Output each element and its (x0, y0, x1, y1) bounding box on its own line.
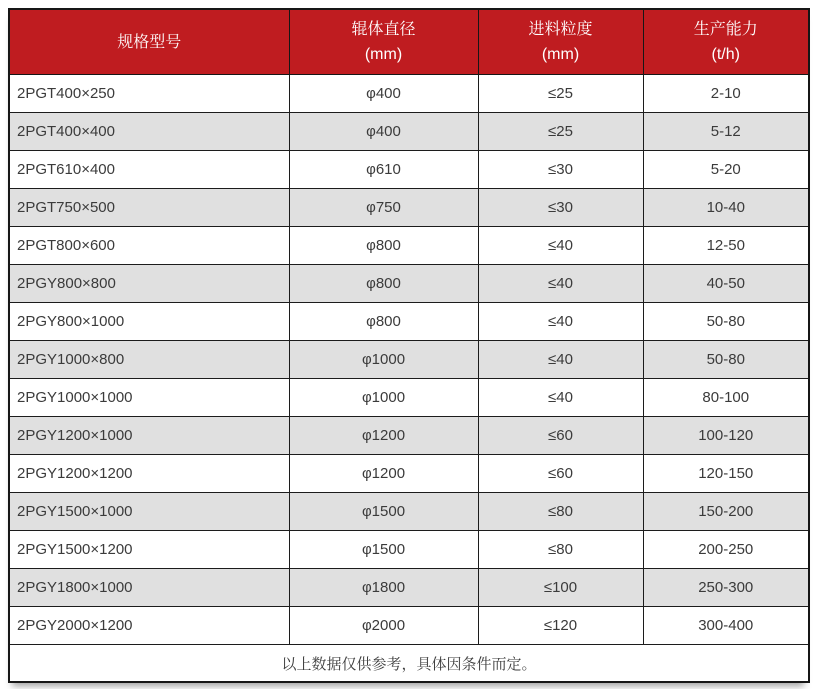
cell-capacity: 100-120 (643, 417, 809, 455)
cell-capacity: 2-10 (643, 75, 809, 113)
table-row (9, 531, 809, 569)
cell-diameter: φ610 (289, 151, 478, 189)
cell-diameter: φ800 (289, 227, 478, 265)
cell-capacity: 5-20 (643, 151, 809, 189)
table-row (9, 151, 809, 189)
cell-feed-size: ≤40 (478, 341, 643, 379)
cell-capacity: 50-80 (643, 341, 809, 379)
cell-diameter: φ750 (289, 189, 478, 227)
cell-diameter: φ1000 (289, 379, 478, 417)
cell-capacity: 200-250 (643, 531, 809, 569)
cell-model: 2PGY800×800 (9, 265, 289, 303)
header-label-diameter: 辊体直径 (351, 21, 416, 38)
cell-feed-size: ≤100 (478, 569, 643, 607)
table-row (9, 341, 809, 379)
cell-feed-size: ≤30 (478, 189, 643, 227)
cell-capacity: 40-50 (643, 265, 809, 303)
table-row (9, 75, 809, 113)
cell-model: 2PGT800×600 (9, 227, 289, 265)
cell-diameter: φ400 (289, 113, 478, 151)
cell-capacity: 250-300 (643, 569, 809, 607)
cell-model: 2PGY1500×1200 (9, 531, 289, 569)
header-cell-diameter (289, 9, 478, 75)
cell-diameter: φ1500 (289, 531, 478, 569)
table-row (9, 113, 809, 151)
cell-diameter: φ1000 (289, 341, 478, 379)
cell-capacity: 12-50 (643, 227, 809, 265)
cell-capacity: 80-100 (643, 379, 809, 417)
header-unit-feed-size: (mm) (541, 46, 580, 63)
cell-feed-size: ≤25 (478, 113, 643, 151)
footnote-row (9, 645, 809, 683)
table-row (9, 607, 809, 645)
cell-feed-size: ≤40 (478, 227, 643, 265)
table-row (9, 265, 809, 303)
table-row (9, 493, 809, 531)
cell-feed-size: ≤80 (478, 531, 643, 569)
cell-diameter: φ400 (289, 75, 478, 113)
table-row (9, 569, 809, 607)
cell-model: 2PGY1000×800 (9, 341, 289, 379)
cell-feed-size: ≤40 (478, 265, 643, 303)
cell-model: 2PGT610×400 (9, 151, 289, 189)
spec-table (8, 8, 810, 683)
header-label-model: 规格型号 (117, 33, 182, 51)
cell-capacity: 150-200 (643, 493, 809, 531)
table-row (9, 417, 809, 455)
cell-feed-size: ≤120 (478, 607, 643, 645)
cell-diameter: φ1800 (289, 569, 478, 607)
header-cell-capacity (643, 9, 809, 75)
cell-diameter: φ1200 (289, 455, 478, 493)
table-row (9, 189, 809, 227)
cell-diameter: φ1200 (289, 417, 478, 455)
cell-feed-size: ≤60 (478, 417, 643, 455)
cell-model: 2PGY2000×1200 (9, 607, 289, 645)
cell-capacity: 300-400 (643, 607, 809, 645)
cell-feed-size: ≤80 (478, 493, 643, 531)
cell-capacity: 5-12 (643, 113, 809, 151)
cell-feed-size: ≤25 (478, 75, 643, 113)
table-row (9, 303, 809, 341)
cell-diameter: φ2000 (289, 607, 478, 645)
cell-model: 2PGT750×500 (9, 189, 289, 227)
table-row (9, 379, 809, 417)
cell-model: 2PGY1500×1000 (9, 493, 289, 531)
spec-table-container (8, 8, 808, 683)
cell-diameter: φ800 (289, 303, 478, 341)
cell-model: 2PGY1800×1000 (9, 569, 289, 607)
cell-diameter: φ1500 (289, 493, 478, 531)
table-row (9, 455, 809, 493)
header-cell-feed-size (478, 9, 643, 75)
cell-feed-size: ≤40 (478, 303, 643, 341)
header-label-capacity: 生产能力 (693, 21, 758, 38)
cell-model: 2PGY1200×1000 (9, 417, 289, 455)
cell-feed-size: ≤60 (478, 455, 643, 493)
header-unit-capacity: (t/h) (711, 46, 740, 63)
header-label-feed-size: 进料粒度 (528, 21, 593, 38)
cell-capacity: 10-40 (643, 189, 809, 227)
cell-model: 2PGY1200×1200 (9, 455, 289, 493)
header-cell-model (9, 9, 289, 75)
cell-capacity: 120-150 (643, 455, 809, 493)
cell-model: 2PGY1000×1000 (9, 379, 289, 417)
cell-capacity: 50-80 (643, 303, 809, 341)
cell-diameter: φ800 (289, 265, 478, 303)
header-unit-diameter: (mm) (364, 46, 403, 63)
footnote-text: 以上数据仅供参考，具体因条件而定。 (9, 645, 809, 683)
cell-feed-size: ≤40 (478, 379, 643, 417)
cell-model: 2PGY800×1000 (9, 303, 289, 341)
cell-model: 2PGT400×400 (9, 113, 289, 151)
cell-model: 2PGT400×250 (9, 75, 289, 113)
header-row (9, 9, 809, 75)
cell-feed-size: ≤30 (478, 151, 643, 189)
table-row (9, 227, 809, 265)
